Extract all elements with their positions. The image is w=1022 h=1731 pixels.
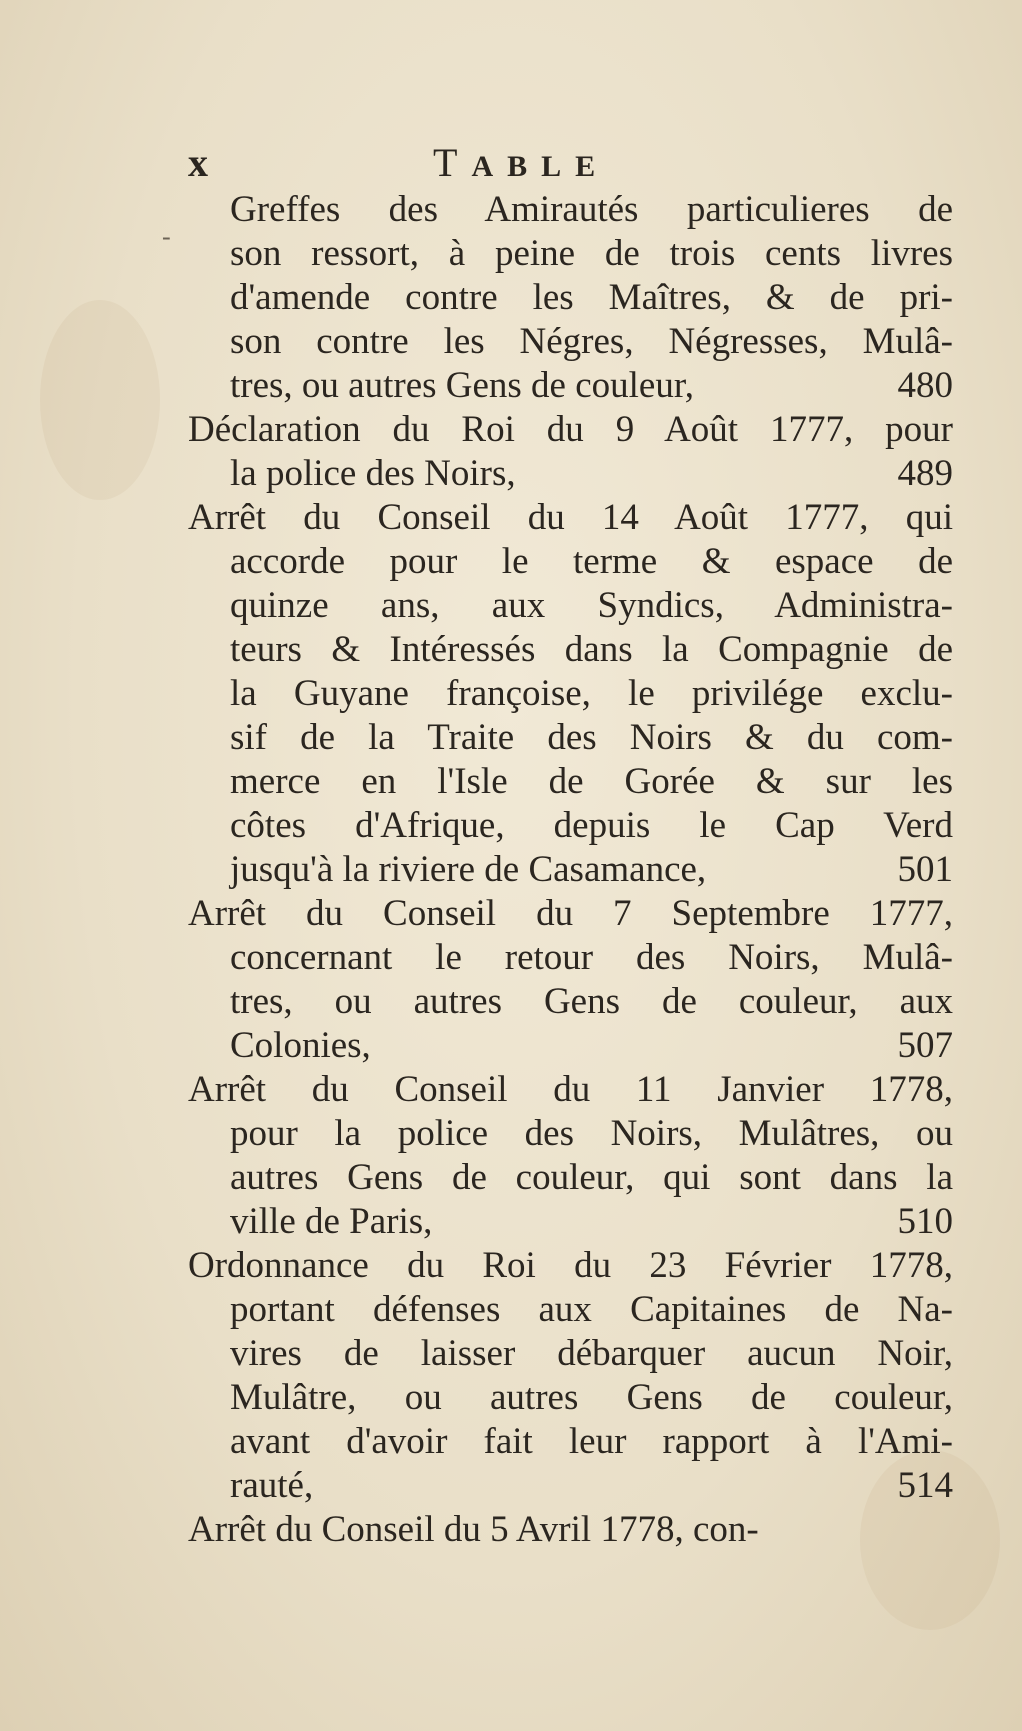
toc-entry-line: teurs & Intéressés dans la Compagnie de xyxy=(230,629,953,670)
toc-entry-line: Arrêt du Conseil du 14 Août 1777, qui xyxy=(188,497,953,538)
toc-entry-line: Colonies, xyxy=(230,1025,371,1066)
toc-entry xyxy=(188,496,953,892)
toc-entry-line: Arrêt du Conseil du 7 Septembre 1777, xyxy=(188,893,953,934)
table-of-contents xyxy=(188,188,953,1552)
toc-entry-line: concernant le retour des Noirs, Mulâ- xyxy=(230,937,953,978)
running-title-initial: T xyxy=(433,140,472,185)
toc-entry-line: Ordonnance du Roi du 23 Février 1778, xyxy=(188,1245,953,1286)
toc-entry-line: portant défenses aux Capitaines de Na- xyxy=(230,1289,953,1330)
toc-entry-line: côtes d'Afrique, depuis le Cap Verd xyxy=(230,805,953,846)
toc-entry-line: ville de Paris, xyxy=(230,1201,433,1242)
running-title xyxy=(433,138,609,192)
page-reference: 510 xyxy=(897,1201,953,1242)
page-reference: 507 xyxy=(897,1025,953,1066)
toc-entry xyxy=(188,892,953,1068)
toc-entry-line: pour la police des Noirs, Mulâtres, ou xyxy=(230,1113,953,1154)
toc-entry xyxy=(188,188,953,408)
toc-entry-last-line xyxy=(188,1464,953,1508)
toc-entry-last-line xyxy=(188,452,953,496)
paper-stain xyxy=(40,300,160,500)
running-title-rest: ABLE xyxy=(471,150,610,183)
toc-entry xyxy=(188,1244,953,1508)
page-reference: 501 xyxy=(897,849,953,890)
toc-entry-line: Arrêt du Conseil du 11 Janvier 1778, xyxy=(188,1069,953,1110)
toc-entry-line: Greffes des Amirautés particulieres de xyxy=(230,189,953,230)
toc-entry-line: Mulâtre, ou autres Gens de couleur, xyxy=(230,1377,953,1418)
toc-entry-line: accorde pour le terme & espace de xyxy=(230,541,953,582)
toc-entry-line: Déclaration du Roi du 9 Août 1777, pour xyxy=(188,409,953,450)
toc-entry-line: autres Gens de couleur, qui sont dans la xyxy=(230,1157,953,1198)
page-number: x xyxy=(188,140,208,185)
toc-entry-line: tres, ou autres Gens de couleur, aux xyxy=(230,981,953,1022)
toc-entry-line: avant d'avoir fait leur rapport à l'Ami- xyxy=(230,1421,953,1462)
toc-entry-line: jusqu'à la riviere de Casamance, xyxy=(230,849,707,890)
toc-entry-last-line xyxy=(188,1200,953,1244)
toc-entry-line: quinze ans, aux Syndics, Administra- xyxy=(230,585,953,626)
toc-entry-line: tres, ou autres Gens de couleur, xyxy=(230,365,694,406)
toc-entry-line: d'amende contre les Maîtres, & de pri- xyxy=(230,277,953,318)
toc-entry-line: rauté, xyxy=(230,1465,314,1506)
toc-entry-line: merce en l'Isle de Gorée & sur les xyxy=(230,761,953,802)
toc-entry xyxy=(188,1068,953,1244)
toc-entry-line: Arrêt du Conseil du 5 Avril 1778, con- xyxy=(188,1509,759,1550)
toc-entry-line: la Guyane françoise, le privilége exclu- xyxy=(230,673,953,714)
toc-entry-line: son ressort, à peine de trois cents livres xyxy=(230,233,953,274)
toc-entry-line: vires de laisser débarquer aucun Noir, xyxy=(230,1333,953,1374)
margin-mark: - xyxy=(162,222,171,251)
toc-entry xyxy=(188,1508,953,1552)
page-reference: 489 xyxy=(897,453,953,494)
toc-entry-line: la police des Noirs, xyxy=(230,453,516,494)
toc-entry-line: sif de la Traite des Noirs & du com- xyxy=(230,717,953,758)
toc-entry-last-line xyxy=(188,848,953,892)
toc-entry xyxy=(188,408,953,496)
page-header xyxy=(188,138,968,188)
page-reference: 480 xyxy=(897,365,953,406)
page-reference: 514 xyxy=(897,1465,953,1506)
toc-entry-last-line xyxy=(188,364,953,408)
toc-entry-line: son contre les Négres, Négresses, Mulâ- xyxy=(230,321,953,362)
toc-entry-last-line xyxy=(188,1024,953,1068)
